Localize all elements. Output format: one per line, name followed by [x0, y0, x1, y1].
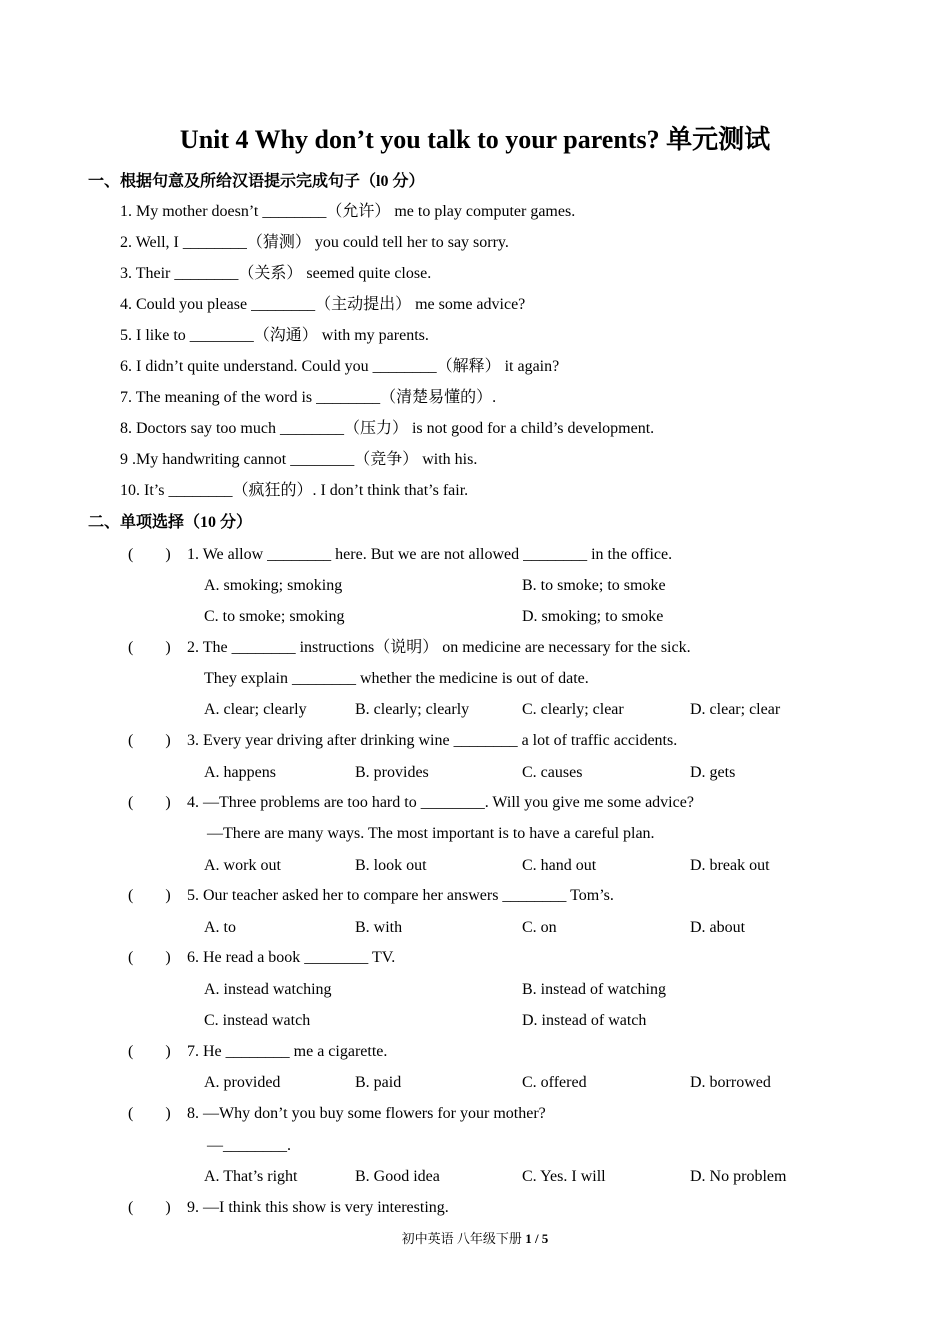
page-footer [0, 1230, 950, 1248]
answer-blank: ( ) [128, 1043, 171, 1060]
question-2-text-continued: They explain ________ whether the medicine is out of date. [204, 670, 589, 687]
question-5-text: 5. Our teacher asked her to compare her answers ________ Tom’s. [187, 887, 614, 904]
question-4-option-b: B. look out [355, 857, 427, 874]
question-7-option-c: C. offered [522, 1074, 587, 1091]
question-7-option-b: B. paid [355, 1074, 402, 1091]
question-4-text-continued: —There are many ways. The most important is to have a careful plan. [207, 825, 655, 842]
question-5-option-b: B. with [355, 919, 403, 936]
answer-blank: ( ) [128, 732, 171, 749]
question-5-option-d: D. about [690, 919, 746, 936]
question-7-option-a: A. provided [204, 1074, 281, 1091]
answer-blank: ( ) [128, 1105, 171, 1122]
section-1-item-2: 2. Well, I ________（猜测） you could tell her to say sorry. [120, 234, 509, 251]
question-7-option-d: D. borrowed [690, 1074, 771, 1091]
question-7-text: 7. He ________ me a cigarette. [187, 1043, 388, 1060]
question-4-option-a: A. work out [204, 857, 281, 874]
section-1-item-8: 8. Doctors say too much ________（压力） is not good for a child’s development. [120, 420, 655, 437]
question-1-option-b: B. to smoke; to smoke [522, 577, 666, 594]
question-4-option-d: D. break out [690, 857, 770, 874]
section-1-item-7: 7. The meaning of the word is ________（清楚易懂的）. [120, 389, 497, 406]
question-8-option-d: D. No problem [690, 1168, 787, 1185]
answer-blank: ( ) [128, 546, 171, 563]
question-2-option-d: D. clear; clear [690, 701, 781, 718]
answer-blank: ( ) [128, 887, 171, 904]
question-3-option-d: D. gets [690, 764, 736, 781]
section-1-item-10: 10. It’s ________（疯狂的）. I don’t think that’s fair. [120, 482, 469, 499]
question-6-option-b: B. instead of watching [522, 981, 666, 998]
question-8-option-b: B. Good idea [355, 1168, 440, 1185]
answer-blank: ( ) [128, 949, 171, 966]
question-5-option-c: C. on [522, 919, 557, 936]
question-6-option-a: A. instead watching [204, 981, 332, 998]
question-3-text: 3. Every year driving after drinking wine ________ a lot of traffic accidents. [187, 732, 678, 749]
question-8-text-continued: —________. [207, 1137, 291, 1154]
section-1-item-3: 3. Their ________（关系） seemed quite close. [120, 265, 432, 282]
question-4-text: 4. —Three problems are too hard to ________. Will you give me some advice? [187, 794, 694, 811]
footer-label: 初中英语 八年级下册 [401, 1231, 522, 1246]
section-1-heading: 一、根据句意及所给汉语提示完成句子（l0 分） [88, 173, 425, 190]
answer-blank: ( ) [128, 639, 171, 656]
section-1-item-9: 9 .My handwriting cannot ________（竞争） with his. [120, 451, 478, 468]
question-9-text: 9. —I think this show is very interesting. [187, 1199, 449, 1216]
section-1-item-1: 1. My mother doesn’t ________（允许） me to play computer games. [120, 203, 576, 220]
question-6-option-c: C. instead watch [204, 1012, 311, 1029]
question-6-option-d: D. instead of watch [522, 1012, 647, 1029]
question-4-option-c: C. hand out [522, 857, 597, 874]
question-8-text: 8. —Why don’t you buy some flowers for your mother? [187, 1105, 546, 1122]
question-3-option-b: B. provides [355, 764, 429, 781]
section-2-heading: 二、单项选择（10 分） [88, 514, 253, 531]
question-1-option-a: A. smoking; smoking [204, 577, 343, 594]
question-2-option-a: A. clear; clearly [204, 701, 307, 718]
question-2-text: 2. The ________ instructions（说明） on medicine are necessary for the sick. [187, 639, 691, 656]
page-title: Unit 4 Why don’t you talk to your parents? 单元测试 [179, 125, 771, 154]
question-3-option-c: C. causes [522, 764, 583, 781]
question-8-option-a: A. That’s right [204, 1168, 298, 1185]
question-2-option-c: C. clearly; clear [522, 701, 624, 718]
question-2-option-b: B. clearly; clearly [355, 701, 470, 718]
answer-blank: ( ) [128, 1199, 171, 1216]
section-1-item-5: 5. I like to ________（沟通） with my parents. [120, 327, 429, 344]
question-5-option-a: A. to [204, 919, 236, 936]
question-3-option-a: A. happens [204, 764, 276, 781]
question-1-text: 1. We allow ________ here. But we are not allowed ________ in the office. [187, 546, 673, 563]
question-8-option-c: C. Yes. I will [522, 1168, 606, 1185]
section-1-item-6: 6. I didn’t quite understand. Could you ________（解释） it again? [120, 358, 560, 375]
question-1-option-d: D. smoking; to smoke [522, 608, 664, 625]
page-number: 1 / 5 [525, 1231, 549, 1246]
question-6-text: 6. He read a book ________ TV. [187, 949, 396, 966]
answer-blank: ( ) [128, 794, 171, 811]
section-1-item-4: 4. Could you please ________（主动提出） me some advice? [120, 296, 526, 313]
question-1-option-c: C. to smoke; smoking [204, 608, 345, 625]
